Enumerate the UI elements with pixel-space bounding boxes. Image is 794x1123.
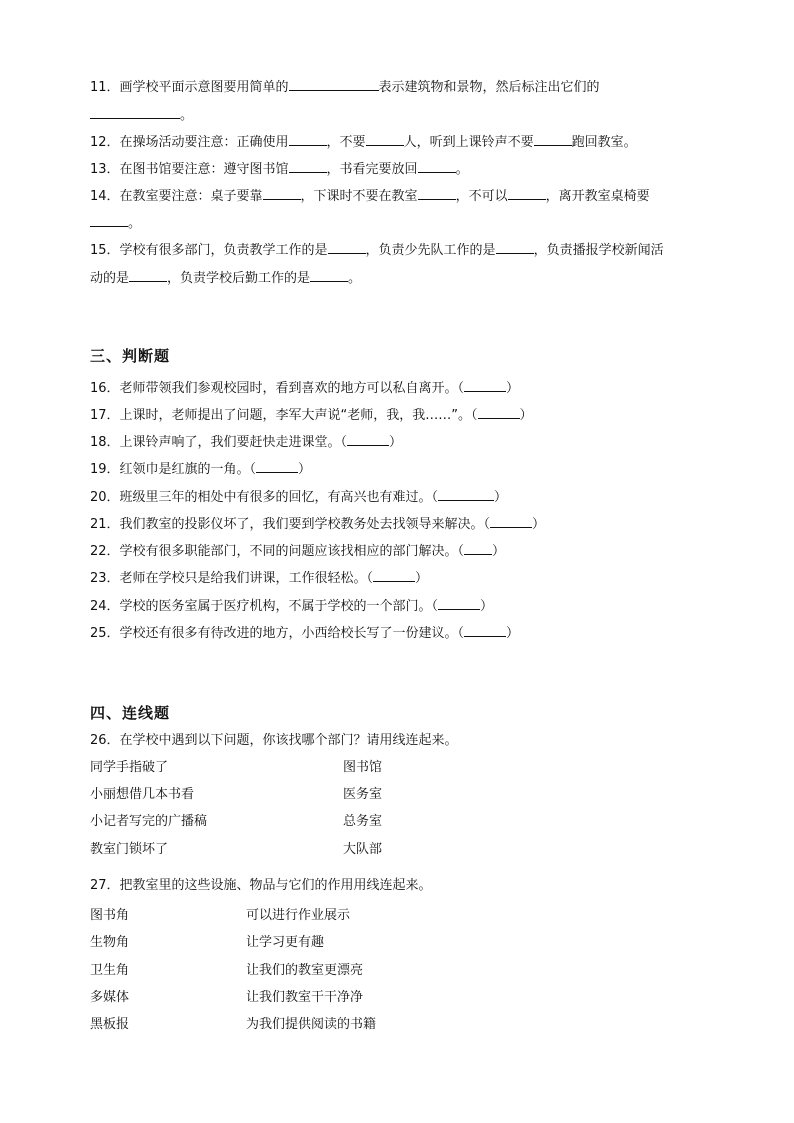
q27-left-item[interactable]: 生物角 [90,935,130,950]
question-17: 17．上课时，老师提出了问题，李军大声说“老师，我，我……”。（ ） [90,404,533,425]
q26-right-item[interactable]: 图书馆 [343,760,383,775]
answer-blank[interactable] [129,267,167,282]
q26-right-item[interactable]: 医务室 [343,787,383,802]
answer-blank[interactable] [508,185,546,200]
answer-blank[interactable] [496,239,534,254]
answer-blank[interactable] [373,567,415,582]
q26-left-item[interactable]: 教室门锁坏了 [90,842,169,857]
question-20: 20．班级里三年的相处中有很多的回忆，有高兴也有难过。（ ） [90,486,507,507]
q26-left-item[interactable]: 小记者写完的广播稿 [90,814,208,829]
answer-blank[interactable] [289,158,327,173]
section-heading-true-false: 三、判断题 [90,347,171,365]
question-11: 11．画学校平面示意图要用简单的 表示建筑物和景物，然后标注出它们的 [90,76,600,97]
q26-right-item[interactable]: 总务室 [343,814,383,829]
q27-left-item[interactable]: 黑板报 [90,1017,130,1032]
q27-left-item[interactable]: 多媒体 [90,990,130,1005]
answer-blank[interactable] [289,131,327,146]
question-19: 19．红领巾是红旗的一角。（ ） [90,458,311,479]
section-heading-matching: 四、连线题 [90,704,171,722]
question-13: 13．在图书馆要注意：遵守图书馆 ，书看完要放回 。 [90,158,469,179]
question-26-prompt: 26．在学校中遇到以下问题，你该找哪个部门？请用线连起来。 [90,733,458,748]
answer-blank[interactable] [310,267,348,282]
answer-blank[interactable] [90,212,128,227]
q27-right-item[interactable]: 让我们的教室更漂亮 [246,963,364,978]
question-15-cont: 动的是 ，负责学校后勤工作的是 。 [90,267,361,288]
q27-right-item[interactable]: 让学习更有趣 [246,935,325,950]
question-14-cont: 。 [90,212,141,233]
question-15: 15．学校有很多部门，负责教学工作的是 ，负责少先队工作的是 ，负责播报学校新闻活 [90,239,664,260]
answer-blank[interactable] [490,513,532,528]
q27-right-item[interactable]: 让我们教室干干净净 [246,990,364,1005]
q27-right-item[interactable]: 为我们提供阅读的书籍 [246,1017,377,1032]
answer-blank[interactable] [90,104,180,119]
q27-left-item[interactable]: 卫生角 [90,963,130,978]
answer-blank[interactable] [438,486,494,501]
answer-blank[interactable] [438,595,480,610]
question-22: 22．学校有很多职能部门，不同的问题应该找相应的部门解决。（ ） [90,540,505,561]
q26-left-item[interactable]: 同学手指破了 [90,760,169,775]
question-24: 24．学校的医务室属于医疗机构，不属于学校的一个部门。（ ） [90,595,493,616]
answer-blank[interactable] [256,458,298,473]
question-23: 23．老师在学校只是给我们讲课，工作很轻松。（ ） [90,567,428,588]
question-25: 25．学校还有很多有待改进的地方，小西给校长写了一份建议。（ ） [90,622,519,643]
answer-blank[interactable] [478,404,520,419]
q27-right-item[interactable]: 可以进行作业展示 [246,908,351,923]
answer-blank[interactable] [534,131,572,146]
q26-right-item[interactable]: 大队部 [343,842,383,857]
answer-blank[interactable] [464,540,492,555]
answer-blank[interactable] [328,239,366,254]
question-16: 16．老师带领我们参观校园时，看到喜欢的地方可以私自离开。（ ） [90,377,519,398]
answer-blank[interactable] [347,431,389,446]
answer-blank[interactable] [464,377,506,392]
answer-blank[interactable] [418,158,456,173]
answer-blank[interactable] [366,131,404,146]
question-14: 14．在教室要注意：桌子要靠 ，下课时不要在教室 ，不可以 ，离开教室桌椅要 [90,185,650,206]
q26-left-item[interactable]: 小丽想借几本书看 [90,787,195,802]
question-27-prompt: 27．把教室里的这些设施、物品与它们的作用用线连起来。 [90,878,432,893]
answer-blank[interactable] [464,622,506,637]
answer-blank[interactable] [418,185,456,200]
question-18: 18．上课铃声响了，我们要赶快走进课堂。（ ） [90,431,402,452]
answer-blank[interactable] [289,76,379,91]
q27-left-item[interactable]: 图书角 [90,908,130,923]
question-11-cont: 。 [90,104,193,125]
answer-blank[interactable] [263,185,301,200]
question-21: 21．我们教室的投影仪坏了，我们要到学校教务处去找领导来解决。（ ） [90,513,545,534]
question-12: 12．在操场活动要注意：正确使用 ，不要 人，听到上课铃声不要 跑回教室。 [90,131,637,152]
